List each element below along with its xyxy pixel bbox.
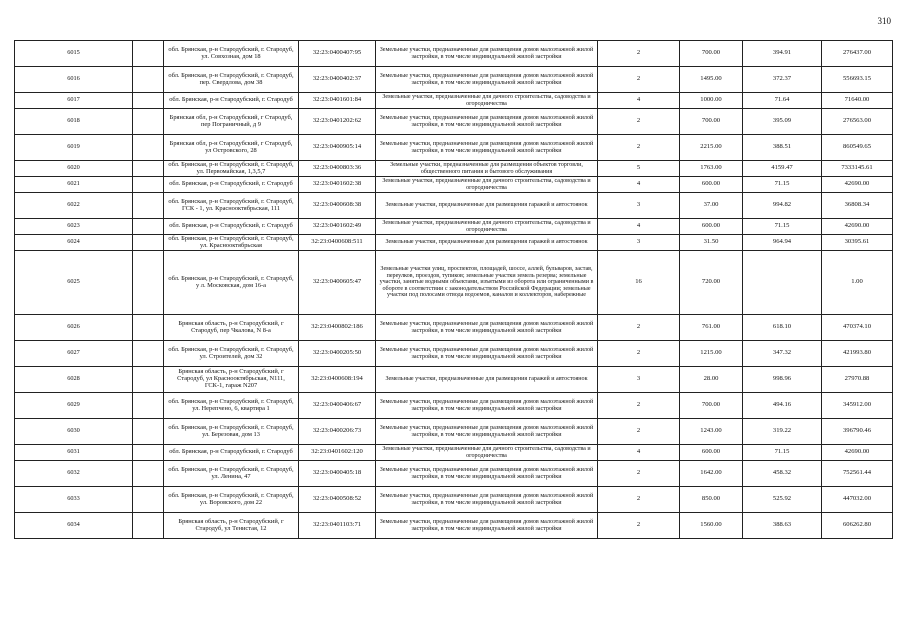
group-number-cell: 2	[598, 487, 680, 513]
cadastral-number-cell: 32:23:0400508:52	[299, 487, 376, 513]
address-cell: Брянская область, р-н Стародубский, г Стародуб, ул Тенистая, 12	[164, 513, 299, 539]
specific-value-cell: 388.51	[743, 135, 822, 161]
address-cell: обл. Брянская, р-н Стародубский, г. Стародуб, ул. Березовая, дом 13	[164, 419, 299, 445]
empty-cell	[133, 341, 164, 367]
group-number-cell: 3	[598, 367, 680, 393]
cadastral-value-cell: 42690.00	[822, 219, 893, 235]
cadastral-value-cell: 42690.00	[822, 177, 893, 193]
group-number-cell: 2	[598, 461, 680, 487]
group-number-cell: 4	[598, 219, 680, 235]
table-row	[15, 315, 893, 341]
specific-value-cell: 458.32	[743, 461, 822, 487]
group-number-cell: 16	[598, 251, 680, 315]
cadastral-number-cell: 32:23:0400605:47	[299, 251, 376, 315]
row-number-cell: 6022	[15, 193, 133, 219]
row-number-cell: 6032	[15, 461, 133, 487]
cadastral-value-cell: 27970.88	[822, 367, 893, 393]
empty-cell	[133, 513, 164, 539]
row-number-cell: 6020	[15, 161, 133, 177]
area-cell: 700.00	[680, 41, 743, 67]
table-row	[15, 161, 893, 177]
row-number-cell: 6015	[15, 41, 133, 67]
specific-value-cell: 964.94	[743, 235, 822, 251]
area-cell: 1495.00	[680, 67, 743, 93]
empty-cell	[133, 461, 164, 487]
address-cell: обл. Брянская, р-н Стародубский, г. Стародуб	[164, 177, 299, 193]
land-use-cell: Земельные участки, предназначенные для дачного строительства, садоводства и огородничества	[376, 219, 598, 235]
area-cell: 600.00	[680, 219, 743, 235]
address-cell: обл. Брянская, р-н Стародубский, г. Стародуб, ул. Первомайская, 1,3,5,7	[164, 161, 299, 177]
specific-value-cell: 372.37	[743, 67, 822, 93]
cadastral-number-cell: 32:23:0400905:14	[299, 135, 376, 161]
group-number-cell: 4	[598, 177, 680, 193]
cadastral-number-cell: 32:23:0401602:49	[299, 219, 376, 235]
row-number-cell: 6018	[15, 109, 133, 135]
group-number-cell: 4	[598, 445, 680, 461]
land-use-cell: Земельные участки, предназначенные для размещения домов малоэтажной жилой застройки, в том числе индивидуальной жилой застройки	[376, 67, 598, 93]
empty-cell	[133, 93, 164, 109]
group-number-cell: 2	[598, 109, 680, 135]
land-use-cell: Земельные участки, предназначенные для размещения домов малоэтажной жилой застройки, в том числе индивидуальной жилой застройки	[376, 487, 598, 513]
table-row	[15, 67, 893, 93]
area-cell: 1215.00	[680, 341, 743, 367]
empty-cell	[133, 235, 164, 251]
cadastral-number-cell: 32:23:0401202:62	[299, 109, 376, 135]
cadastral-value-cell: 42690.00	[822, 445, 893, 461]
empty-cell	[133, 109, 164, 135]
table-row	[15, 93, 893, 109]
specific-value-cell: 618.10	[743, 315, 822, 341]
row-number-cell: 6017	[15, 93, 133, 109]
cadastral-value-cell: 860549.65	[822, 135, 893, 161]
group-number-cell: 2	[598, 67, 680, 93]
area-cell: 1000.00	[680, 93, 743, 109]
cadastral-number-cell: 32:23:0401103:71	[299, 513, 376, 539]
specific-value-cell: 494.16	[743, 393, 822, 419]
area-cell: 761.00	[680, 315, 743, 341]
cadastral-value-table	[14, 40, 893, 539]
address-cell: обл. Брянская, р-н Стародубский, г. Стародуб, ул. Нерепчено, 6, квартира 1	[164, 393, 299, 419]
land-use-cell: Земельные участки, предназначенные для размещения домов малоэтажной жилой застройки, в том числе индивидуальной жилой застройки	[376, 109, 598, 135]
row-number-cell: 6027	[15, 341, 133, 367]
table-row	[15, 445, 893, 461]
table-row	[15, 135, 893, 161]
group-number-cell: 2	[598, 41, 680, 67]
row-number-cell: 6024	[15, 235, 133, 251]
land-use-cell: Земельные участки, предназначенные для размещения домов малоэтажной жилой застройки, в том числе индивидуальной жилой застройки	[376, 41, 598, 67]
row-number-cell: 6021	[15, 177, 133, 193]
area-cell: 37.00	[680, 193, 743, 219]
cadastral-value-cell: 606262.80	[822, 513, 893, 539]
empty-cell	[133, 193, 164, 219]
specific-value-cell: 394.91	[743, 41, 822, 67]
cadastral-number-cell: 32:23:0400206:73	[299, 419, 376, 445]
table-row	[15, 461, 893, 487]
address-cell: обл. Брянская, р-н Стародубский, г. Стародуб, ул. Ленина, 47	[164, 461, 299, 487]
row-number-cell: 6034	[15, 513, 133, 539]
row-number-cell: 6028	[15, 367, 133, 393]
cadastral-value-cell: 276437.00	[822, 41, 893, 67]
cadastral-number-cell: 32:23:0400407:95	[299, 41, 376, 67]
group-number-cell: 4	[598, 93, 680, 109]
area-cell: 1243.00	[680, 419, 743, 445]
empty-cell	[133, 419, 164, 445]
table-row	[15, 193, 893, 219]
empty-cell	[133, 41, 164, 67]
row-number-cell: 6016	[15, 67, 133, 93]
specific-value-cell: 71.64	[743, 93, 822, 109]
address-cell: обл. Брянская, р-н Стародубский, г. Стародуб	[164, 93, 299, 109]
group-number-cell: 2	[598, 135, 680, 161]
table-row	[15, 419, 893, 445]
row-number-cell: 6031	[15, 445, 133, 461]
address-cell: обл. Брянская, р-н Стародубский, г. Стародуб	[164, 219, 299, 235]
cadastral-value-cell: 447032.00	[822, 487, 893, 513]
area-cell: 31.50	[680, 235, 743, 251]
specific-value-cell: 319.22	[743, 419, 822, 445]
address-cell: обл. Брянская, р-н Стародубский, г. Стародуб, ул. Воровского, дом 22	[164, 487, 299, 513]
row-number-cell: 6026	[15, 315, 133, 341]
cadastral-number-cell: 32:23:0400608:38	[299, 193, 376, 219]
cadastral-number-cell: 32:23:0400205:50	[299, 341, 376, 367]
cadastral-value-cell: 752561.44	[822, 461, 893, 487]
address-cell: обл. Брянская, р-н Стародубский, г. Стародуб, пер. Свердлова, дом 38	[164, 67, 299, 93]
address-cell: обл. Брянская, р-н Стародубский, г. Стародуб, ГСК - 1, ул. Краснооктябрьская, 111	[164, 193, 299, 219]
specific-value-cell: 347.32	[743, 341, 822, 367]
land-use-cell: Земельные участки, предназначенные для размещения объектов торговли, общественного питания и бытового обслуживания	[376, 161, 598, 177]
table-row	[15, 41, 893, 67]
cadastral-value-cell: 1.00	[822, 251, 893, 315]
land-use-cell: Земельные участки, предназначенные для размещения гаражей и автостоянок	[376, 235, 598, 251]
specific-value-cell	[743, 251, 822, 315]
area-cell: 600.00	[680, 445, 743, 461]
address-cell: обл. Брянская, р-н Стародубский, г. Стародуб, ул. Строителей, дом 32	[164, 341, 299, 367]
address-cell: Брянская обл, р-н Стародубский, г Стародуб, пер Пограничный, д 9	[164, 109, 299, 135]
empty-cell	[133, 445, 164, 461]
cadastral-number-cell: 32:23:0400406:67	[299, 393, 376, 419]
cadastral-value-cell: 71640.00	[822, 93, 893, 109]
row-number-cell: 6030	[15, 419, 133, 445]
address-cell: обл. Брянская, р-н Стародубский, г. Стародуб, ул. Краснооктябрьская	[164, 235, 299, 251]
cadastral-value-cell: 7333145.61	[822, 161, 893, 177]
area-cell: 1560.00	[680, 513, 743, 539]
table-row	[15, 487, 893, 513]
area-cell: 700.00	[680, 393, 743, 419]
empty-cell	[133, 315, 164, 341]
table-row	[15, 393, 893, 419]
group-number-cell: 5	[598, 161, 680, 177]
area-cell: 850.00	[680, 487, 743, 513]
land-use-cell: Земельные участки, предназначенные для размещения гаражей и автостоянок	[376, 367, 598, 393]
cadastral-number-cell: 32:23:0401602:38	[299, 177, 376, 193]
table-row	[15, 109, 893, 135]
specific-value-cell: 4159.47	[743, 161, 822, 177]
land-use-cell: Земельные участки, предназначенные для размещения домов малоэтажной жилой застройки, в том числе индивидуальной жилой застройки	[376, 393, 598, 419]
page-number: 310	[877, 16, 891, 26]
address-cell: обл. Брянская, р-н Стародубский, г. Стародуб	[164, 445, 299, 461]
area-cell: 2215.00	[680, 135, 743, 161]
land-use-cell: Земельные участки, предназначенные для размещения домов малоэтажной жилой застройки, в том числе индивидуальной жилой застройки	[376, 461, 598, 487]
specific-value-cell: 525.92	[743, 487, 822, 513]
land-use-cell: Земельные участки, предназначенные для дачного строительства, садоводства и огородничества	[376, 93, 598, 109]
empty-cell	[133, 67, 164, 93]
area-cell: 720.00	[680, 251, 743, 315]
specific-value-cell: 994.82	[743, 193, 822, 219]
land-use-cell: Земельные участки, предназначенные для размещения гаражей и автостоянок	[376, 193, 598, 219]
cadastral-value-cell: 470374.10	[822, 315, 893, 341]
row-number-cell: 6019	[15, 135, 133, 161]
empty-cell	[133, 393, 164, 419]
specific-value-cell: 71.15	[743, 445, 822, 461]
specific-value-cell: 395.09	[743, 109, 822, 135]
empty-cell	[133, 487, 164, 513]
row-number-cell: 6033	[15, 487, 133, 513]
cadastral-number-cell: 32:23:0400608:511	[299, 235, 376, 251]
table-row	[15, 341, 893, 367]
cadastral-number-cell: 32:23:0400405:18	[299, 461, 376, 487]
specific-value-cell: 998.96	[743, 367, 822, 393]
group-number-cell: 2	[598, 315, 680, 341]
cadastral-number-cell: 32:23:0400402:37	[299, 67, 376, 93]
cadastral-number-cell: 32:23:0400802:186	[299, 315, 376, 341]
table-row	[15, 513, 893, 539]
address-cell: Брянская обл, р-н Стародубский, г Стародуб, ул Островского, 28	[164, 135, 299, 161]
area-cell: 600.00	[680, 177, 743, 193]
table-row	[15, 177, 893, 193]
land-use-cell: Земельные участки, предназначенные для размещения домов малоэтажной жилой застройки, в том числе индивидуальной жилой застройки	[376, 419, 598, 445]
cadastral-value-cell: 556693.15	[822, 67, 893, 93]
land-use-cell: Земельные участки, предназначенные для размещения домов малоэтажной жилой застройки, в том числе индивидуальной жилой застройки	[376, 341, 598, 367]
cadastral-number-cell: 32:23:0401602:120	[299, 445, 376, 461]
address-cell: Брянская область, р-н Стародубский, г Стародуб, пер Чкалова, N 8-а	[164, 315, 299, 341]
row-number-cell: 6025	[15, 251, 133, 315]
area-cell: 28.00	[680, 367, 743, 393]
group-number-cell: 3	[598, 235, 680, 251]
empty-cell	[133, 219, 164, 235]
land-use-cell: Земельные участки, предназначенные для размещения домов малоэтажной жилой застройки, в том числе индивидуальной жилой застройки	[376, 135, 598, 161]
group-number-cell: 2	[598, 513, 680, 539]
cadastral-value-cell: 30395.61	[822, 235, 893, 251]
table-row	[15, 251, 893, 315]
area-cell: 700.00	[680, 109, 743, 135]
group-number-cell: 2	[598, 419, 680, 445]
land-use-cell: Земельные участки улиц, проспектов, площадей, шоссе, аллей, бульваров, застав, переулков, проездов, тупиков; земельные участки земель резерва; земельные участки, занятые водными объектами, изъятыми из оборота или ограниченными в обороте в соответствии с законодательством Российской Федерации; земельные участки под полосами отвода водоемов, каналов и коллекторов, набережные	[376, 251, 598, 315]
table-row	[15, 235, 893, 251]
address-cell: обл. Брянская, р-н Стародубский, г. Стародуб, ул. Совхозная, дом 18	[164, 41, 299, 67]
specific-value-cell: 388.63	[743, 513, 822, 539]
empty-cell	[133, 161, 164, 177]
cadastral-number-cell: 32:23:0400608:194	[299, 367, 376, 393]
table-row	[15, 367, 893, 393]
empty-cell	[133, 177, 164, 193]
land-use-cell: Земельные участки, предназначенные для размещения домов малоэтажной жилой застройки, в том числе индивидуальной жилой застройки	[376, 315, 598, 341]
area-cell: 1763.00	[680, 161, 743, 177]
table-body	[15, 41, 893, 539]
cadastral-value-cell: 36808.34	[822, 193, 893, 219]
empty-cell	[133, 367, 164, 393]
land-use-cell: Земельные участки, предназначенные для дачного строительства, садоводства и огородничества	[376, 445, 598, 461]
group-number-cell: 2	[598, 393, 680, 419]
specific-value-cell: 71.15	[743, 177, 822, 193]
specific-value-cell: 71.15	[743, 219, 822, 235]
area-cell: 1642.00	[680, 461, 743, 487]
cadastral-value-cell: 345912.00	[822, 393, 893, 419]
land-use-cell: Земельные участки, предназначенные для размещения домов малоэтажной жилой застройки, в том числе индивидуальной жилой застройки	[376, 513, 598, 539]
address-cell: Брянская область, р-н Стародубский, г Стародуб, ул Краснооктябрьская, N111, ГСК-1, гараж N207	[164, 367, 299, 393]
row-number-cell: 6029	[15, 393, 133, 419]
cadastral-number-cell: 32:23:0400803:36	[299, 161, 376, 177]
address-cell: обл. Брянская, р-н Стародубский, г. Стародуб, у л. Московская, дом 16-а	[164, 251, 299, 315]
group-number-cell: 3	[598, 193, 680, 219]
cadastral-value-cell: 396790.46	[822, 419, 893, 445]
table-row	[15, 219, 893, 235]
land-use-cell: Земельные участки, предназначенные для дачного строительства, садоводства и огородничества	[376, 177, 598, 193]
cadastral-value-cell: 276563.00	[822, 109, 893, 135]
empty-cell	[133, 135, 164, 161]
empty-cell	[133, 251, 164, 315]
cadastral-number-cell: 32:23:0401601:84	[299, 93, 376, 109]
group-number-cell: 2	[598, 341, 680, 367]
cadastral-value-cell: 421993.80	[822, 341, 893, 367]
row-number-cell: 6023	[15, 219, 133, 235]
